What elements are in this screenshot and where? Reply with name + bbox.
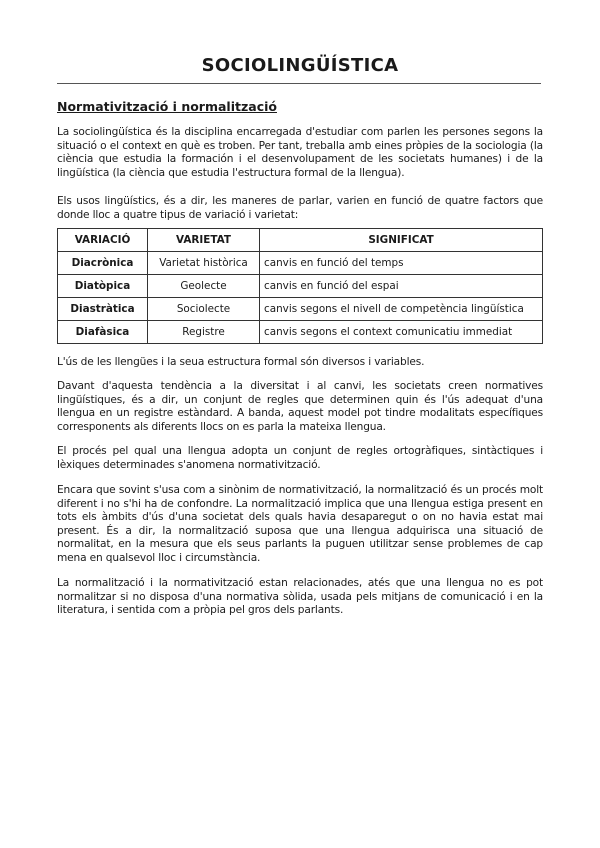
table-cell: Geolecte (148, 275, 260, 298)
paragraph-us-llengues: L'ús de les llengües i la seua estructura formal són diversos i variables. (57, 356, 425, 368)
paragraph-usos: Els usos lingüístics, és a dir, les maneres de parlar, varien en funció de quatre factors que donde lloc a quatre tipus de variació i varietat: (57, 195, 543, 221)
paragraph-conclusio: La normalització i la normativització estan relacionades, atés que una llengua no es pot normalitzar si no disposa d'una normativa sòlida, usada pels mitjans de comunicació i en la literatura, i sentida com a pròpia pel gros dels parlants. (57, 577, 543, 616)
paragraph-intro: La sociolingüística és la disciplina encarregada d'estudiar com parlen les persones segons la situació o el context en què es troben. Per tant, treballa amb eines pròpies de la sociologia (la ciència que estudia la formación i el desenvolupament de les societats humanes) i de la lingüística (la ciència que estudia l'estructura formal de la llengua). (57, 126, 543, 179)
table-cell: canvis en funció del espai (260, 275, 543, 298)
table-cell: canvis segons el nivell de competència lingüística (260, 298, 543, 321)
title-divider (57, 83, 541, 84)
table-row (58, 252, 543, 275)
table-cell: Diatòpica (58, 275, 148, 298)
section-heading: Normativització i normalització (57, 99, 277, 114)
table-header: VARIACIÓ (58, 229, 148, 252)
variation-table (57, 228, 543, 344)
document-title: SOCIOLINGÜÍSTICA (201, 55, 399, 76)
table-cell: Diastràtica (58, 298, 148, 321)
table-cell: canvis segons el context comunicatiu immediat (260, 321, 543, 344)
table-cell: Registre (148, 321, 260, 344)
table-cell: canvis en funció del temps (260, 252, 543, 275)
table-row (58, 321, 543, 344)
table-cell: Diafàsica (58, 321, 148, 344)
table-header: VARIETAT (148, 229, 260, 252)
paragraph-davant: Davant d'aquesta tendència a la diversitat i al canvi, les societats creen normatives lingüístiques, és a dir, un conjunt de regles que determinen quin és l'ús adequat d'una llengua en un registre estàndard. A banda, aquest model pot tindre modalitats específiques corresponents als diferents llocs on es parla la mateixa llengua. (57, 380, 543, 433)
table-row (58, 275, 543, 298)
table-row (58, 298, 543, 321)
table-header: SIGNIFICAT (260, 229, 543, 252)
paragraph-encara: Encara que sovint s'usa com a sinònim de normativització, la normalització és un procés molt diferent i no s'hi ha de confondre. La normalització implica que una llengua estiga present en tots els àmbits d'ús d'una societat dels quals havia desaparegut o on no havia estat mai present. És a dir, la normalització suposa que una llengua adquirisca una situació de normalitat, en la mesura que els seus parlants la puguen utilitzar sense problemes de cap mena en qualsevol lloc i circumstància. (57, 484, 543, 564)
table-header-row (58, 229, 543, 252)
paragraph-proces: El procés pel qual una llengua adopta un conjunt de regles ortogràfiques, sintàctiques i lèxiques determinades s'anomena normativització. (57, 445, 543, 471)
table-cell: Varietat històrica (148, 252, 260, 275)
table-cell: Diacrònica (58, 252, 148, 275)
table-cell: Sociolecte (148, 298, 260, 321)
